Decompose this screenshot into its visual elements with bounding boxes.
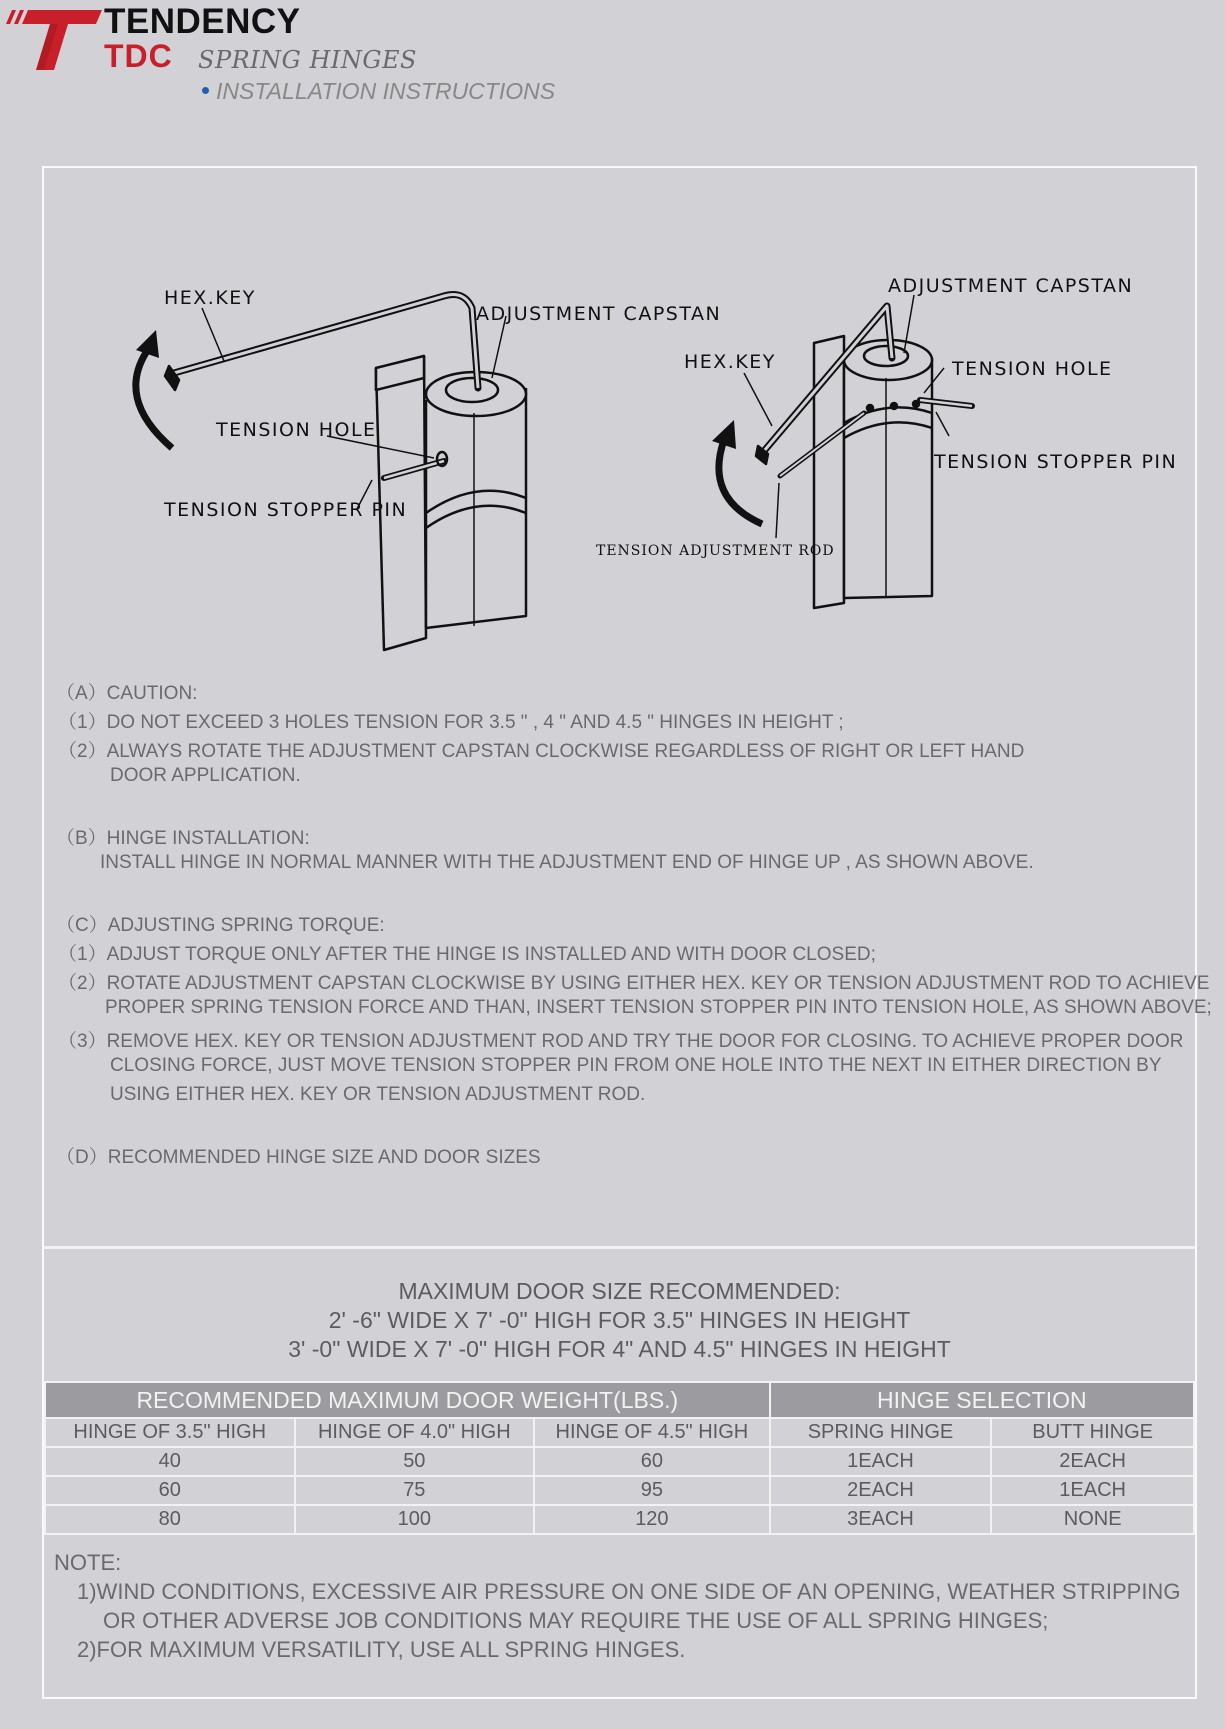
label-adjustment-capstan-right: ADJUSTMENT CAPSTAN — [888, 275, 1134, 297]
table-cell: 3EACH — [770, 1505, 992, 1534]
table-header-cell: HINGE OF 4.5" HIGH — [534, 1418, 770, 1447]
label-tension-hole-left: TENSION HOLE — [216, 419, 377, 441]
label-tension-stopper-pin-right: TENSION STOPPER PIN — [934, 451, 1178, 473]
table-cell: 2EACH — [770, 1476, 992, 1505]
product-title: SPRING HINGES — [198, 46, 417, 74]
table-cell: 120 — [534, 1505, 770, 1534]
table-cell: NONE — [991, 1505, 1194, 1534]
caution-item-2: （2）ALWAYS ROTATE THE ADJUSTMENT CAPSTAN CLOCKWISE REGARDLESS OF RIGHT OR LEFT HAND — [58, 741, 1025, 762]
caution-item-2-cont: DOOR APPLICATION. — [110, 765, 301, 786]
table-header-cell: SPRING HINGE — [770, 1418, 992, 1447]
table-group-weight: RECOMMENDED MAXIMUM DOOR WEIGHT(LBS.) — [45, 1382, 770, 1418]
brand-name: TENDENCY — [104, 2, 301, 41]
instruction-frame — [42, 166, 1212, 1699]
caution-item-1: （1）DO NOT EXCEED 3 HOLES TENSION FOR 3.5 " , 4 " AND 4.5 " HINGES IN HEIGHT ; — [58, 712, 844, 733]
brand-short: TDC — [104, 38, 173, 74]
note-1: 1)WIND CONDITIONS, EXCESSIVE AIR PRESSURE ON ONE SIDE OF AN OPENING, WEATHER STRIPPING — [77, 1579, 1181, 1604]
max-door-line-1: 2' -6" WIDE X 7' -0" HIGH FOR 3.5" HINGES IN HEIGHT — [328, 1307, 911, 1333]
torque-item-3: （3）REMOVE HEX. KEY OR TENSION ADJUSTMENT ROD AND TRY THE DOOR FOR CLOSING. TO ACHIEVE PROPER DOOR — [58, 1031, 1184, 1052]
label-adjustment-capstan-left: ADJUSTMENT CAPSTAN — [476, 303, 722, 325]
label-tension-hole-right: TENSION HOLE — [952, 358, 1113, 380]
table-cell: 40 — [45, 1447, 295, 1476]
page-subtitle — [202, 78, 555, 105]
max-door-title: MAXIMUM DOOR SIZE RECOMMENDED: — [398, 1278, 841, 1304]
installation-heading: （B）HINGE INSTALLATION: — [56, 828, 310, 849]
table-row — [45, 1505, 1194, 1534]
section-divider — [44, 1246, 1195, 1249]
torque-item-1: （1）ADJUST TORQUE ONLY AFTER THE HINGE IS INSTALLED AND WITH DOOR CLOSED; — [58, 944, 876, 965]
label-tension-adjustment-rod: TENSION ADJUSTMENT ROD — [596, 543, 835, 559]
table-header-cell: BUTT HINGE — [991, 1418, 1194, 1447]
hinge-diagrams — [44, 168, 1195, 668]
left-hinge-illustration — [136, 295, 526, 651]
installation-text: INSTALL HINGE IN NORMAL MANNER WITH THE ADJUSTMENT END OF HINGE UP , AS SHOWN ABOVE. — [100, 852, 1034, 873]
torque-heading: （C）ADJUSTING SPRING TORQUE: — [56, 915, 385, 936]
table-cell: 95 — [534, 1476, 770, 1505]
table-cell: 80 — [45, 1505, 295, 1534]
door-weight-table — [44, 1381, 1195, 1535]
table-header-cell: HINGE OF 3.5" HIGH — [45, 1418, 295, 1447]
subtitle-text: INSTALLATION INSTRUCTIONS — [216, 78, 556, 104]
torque-item-2-cont: PROPER SPRING TENSION FORCE AND THAN, INSERT TENSION STOPPER PIN INTO TENSION HOLE, AS SHOWN ABOVE; — [105, 997, 1212, 1018]
table-cell: 2EACH — [991, 1447, 1194, 1476]
table-cell: 60 — [534, 1447, 770, 1476]
note-1-cont: OR OTHER ADVERSE JOB CONDITIONS MAY REQUIRE THE USE OF ALL SPRING HINGES; — [103, 1608, 1049, 1633]
table-cell: 75 — [295, 1476, 535, 1505]
label-hex-key-right: HEX.KEY — [684, 351, 776, 373]
caution-heading: （A）CAUTION: — [56, 683, 198, 704]
table-row — [45, 1476, 1194, 1505]
table-cell: 1EACH — [770, 1447, 992, 1476]
torque-item-3-cont2: USING EITHER HEX. KEY OR TENSION ADJUSTMENT ROD. — [110, 1084, 646, 1105]
notes-heading: NOTE: — [54, 1550, 122, 1575]
torque-item-3-cont: CLOSING FORCE, JUST MOVE TENSION STOPPER PIN FROM ONE HOLE INTO THE NEXT IN EITHER DIRECTION BY — [110, 1055, 1162, 1076]
table-cell: 1EACH — [991, 1476, 1194, 1505]
bullet-dot-icon — [202, 87, 209, 94]
table-cell: 60 — [45, 1476, 295, 1505]
max-door-line-2: 3' -0" WIDE X 7' -0" HIGH FOR 4" AND 4.5" HINGES IN HEIGHT — [288, 1336, 951, 1362]
table-header-cell: HINGE OF 4.0" HIGH — [295, 1418, 535, 1447]
right-hinge-illustration — [712, 295, 972, 608]
note-2: 2)FOR MAXIMUM VERSATILITY, USE ALL SPRING HINGES. — [77, 1637, 686, 1662]
table-row — [45, 1447, 1194, 1476]
torque-item-2: （2）ROTATE ADJUSTMENT CAPSTAN CLOCKWISE BY USING EITHER HEX. KEY OR TENSION ADJUSTMENT ROD TO ACHIEVE — [58, 973, 1210, 994]
max-door-size — [44, 1277, 1195, 1364]
table-group-selection: HINGE SELECTION — [770, 1382, 1194, 1418]
table-cell: 100 — [295, 1505, 535, 1534]
table-cell: 50 — [295, 1447, 535, 1476]
tendency-logo-icon — [6, 8, 102, 72]
label-tension-stopper-pin-left: TENSION STOPPER PIN — [164, 499, 408, 521]
recommended-heading: （D）RECOMMENDED HINGE SIZE AND DOOR SIZES — [56, 1147, 541, 1168]
label-hex-key-left: HEX.KEY — [164, 287, 256, 309]
